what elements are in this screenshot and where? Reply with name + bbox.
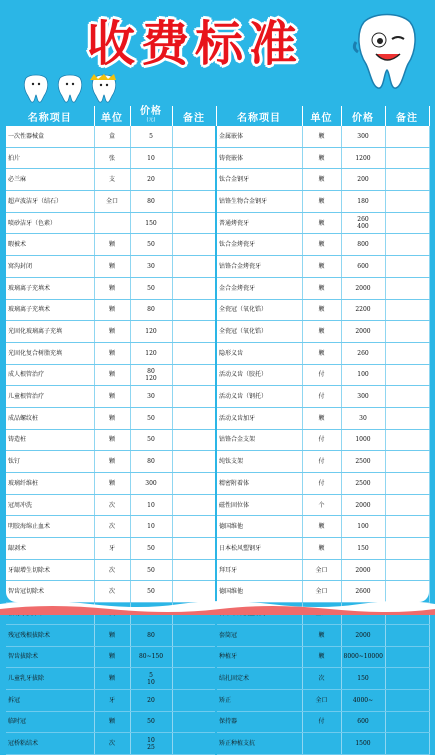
right-price-cell: 2200 xyxy=(341,299,385,321)
poster-title: 收费标准 xyxy=(86,15,303,72)
left-note-cell xyxy=(172,559,216,581)
left-price-cell: 30 xyxy=(130,256,172,278)
right-price-cell: 2500 xyxy=(341,473,385,495)
tooth-mascot-icon xyxy=(352,12,422,92)
right-name-cell: 精密附着体 xyxy=(216,473,302,495)
table-row xyxy=(6,473,429,495)
right-unit-cell: 颗 xyxy=(302,256,341,278)
right-unit-cell: 颗 xyxy=(302,646,341,668)
left-name-cell: 喷砂洁牙（色素） xyxy=(6,212,94,234)
table-row xyxy=(6,342,429,364)
left-price-cell: 80 xyxy=(130,451,172,473)
table-row xyxy=(6,191,429,213)
right-price-cell: 2000 xyxy=(341,494,385,516)
left-unit-cell: 颗 xyxy=(94,277,130,299)
right-price-cell: 30 xyxy=(341,407,385,429)
left-price-cell: 10 xyxy=(130,516,172,538)
left-unit-cell: 颗 xyxy=(94,646,130,668)
left-note-cell xyxy=(172,711,216,733)
right-price-cell: 300 xyxy=(341,126,385,147)
price-table xyxy=(6,106,430,755)
right-price-cell: 300 xyxy=(341,386,385,408)
right-note-cell xyxy=(385,364,429,386)
right-name-cell: 金属嵌体 xyxy=(216,126,302,147)
left-note-cell xyxy=(172,364,216,386)
header-note-right: 备注 xyxy=(385,106,429,126)
left-name-cell: 玻璃纤维桩 xyxy=(6,473,94,495)
right-note-cell xyxy=(385,277,429,299)
right-unit-cell: 颗 xyxy=(302,147,341,169)
left-unit-cell: 盒 xyxy=(94,126,130,147)
table-row xyxy=(6,689,429,711)
header-unit: 单位 xyxy=(94,106,130,126)
left-name-cell: 暇被术 xyxy=(6,234,94,256)
right-unit-cell: 颗 xyxy=(302,299,341,321)
right-unit-cell: 颗 xyxy=(302,212,341,234)
right-price-cell: 2000 xyxy=(341,277,385,299)
left-price-cell: 50 xyxy=(130,407,172,429)
left-price-cell: 120 xyxy=(130,321,172,343)
right-note-cell xyxy=(385,299,429,321)
left-name-cell: 窝沟封闭 xyxy=(6,256,94,278)
right-price-cell: 4000~ xyxy=(341,689,385,711)
right-name-cell: 种植牙 xyxy=(216,646,302,668)
left-price-cell: 300 xyxy=(130,473,172,495)
left-unit-cell: 颗 xyxy=(94,624,130,646)
left-unit-cell: 次 xyxy=(94,516,130,538)
table-body xyxy=(6,126,429,754)
right-name-cell: 矫正 xyxy=(216,689,302,711)
right-name-cell: 全瓷冠（氧化锆） xyxy=(216,321,302,343)
right-name-cell: 钛合金烤瓷牙 xyxy=(216,234,302,256)
left-name-cell: 智齿冠切除术 xyxy=(6,581,94,603)
right-price-cell: 150 xyxy=(341,538,385,560)
header-price-right: 价格 xyxy=(341,106,385,126)
left-unit-cell: 颗 xyxy=(94,256,130,278)
right-note-cell xyxy=(385,733,429,755)
right-price-cell: 1500 xyxy=(341,733,385,755)
left-price-cell: 50 xyxy=(130,234,172,256)
right-unit-cell: 颗 xyxy=(302,169,341,191)
right-unit-cell: 颗 xyxy=(302,277,341,299)
right-price-cell: 1000 xyxy=(341,429,385,451)
right-name-cell: 纯钛支架 xyxy=(216,451,302,473)
left-name-cell: 钛钉 xyxy=(6,451,94,473)
right-price-cell: 100 xyxy=(341,516,385,538)
left-name-cell: 临时冠 xyxy=(6,711,94,733)
right-unit-cell: 付 xyxy=(302,386,341,408)
right-note-cell xyxy=(385,516,429,538)
left-price-cell: 50 xyxy=(130,711,172,733)
right-unit-cell: 全口 xyxy=(302,581,341,603)
right-unit-cell: 颗 xyxy=(302,407,341,429)
table-row xyxy=(6,169,429,191)
right-note-cell xyxy=(385,429,429,451)
left-note-cell xyxy=(172,646,216,668)
left-note-cell xyxy=(172,624,216,646)
left-name-cell: 冠周冲洗 xyxy=(6,494,94,516)
right-name-cell: 磁性固位体 xyxy=(216,494,302,516)
left-price-cell: 50 xyxy=(130,581,172,603)
right-note-cell xyxy=(385,234,429,256)
header-price-label: 价格 xyxy=(140,106,162,117)
left-name-cell: 玻璃离子充填术 xyxy=(6,277,94,299)
table-row xyxy=(6,386,429,408)
right-note-cell xyxy=(385,256,429,278)
left-note-cell xyxy=(172,494,216,516)
right-note-cell xyxy=(385,407,429,429)
right-note-cell xyxy=(385,342,429,364)
left-name-cell: 拆冠 xyxy=(6,689,94,711)
right-note-cell xyxy=(385,711,429,733)
footer-wave-decoration xyxy=(0,598,435,615)
left-price-cell: 30 xyxy=(130,386,172,408)
left-name-cell: 龈剥术 xyxy=(6,538,94,560)
left-unit-cell xyxy=(94,212,130,234)
left-price-cell: 10 xyxy=(130,494,172,516)
header-name: 名称项目 xyxy=(6,106,94,126)
right-note-cell xyxy=(385,147,429,169)
left-unit-cell: 颗 xyxy=(94,451,130,473)
left-price-cell: 120 xyxy=(130,342,172,364)
right-name-cell: 金合金烤瓷牙 xyxy=(216,277,302,299)
left-note-cell xyxy=(172,277,216,299)
right-note-cell xyxy=(385,559,429,581)
price-table-board xyxy=(6,106,429,751)
left-price-cell: 50 xyxy=(130,429,172,451)
left-note-cell xyxy=(172,147,216,169)
right-price-cell: 260 400 xyxy=(341,212,385,234)
right-unit-cell: 全口 xyxy=(302,689,341,711)
right-note-cell xyxy=(385,212,429,234)
left-unit-cell: 颗 xyxy=(94,342,130,364)
left-price-cell: 80~150 xyxy=(130,646,172,668)
left-name-cell: 智齿拔除术 xyxy=(6,646,94,668)
left-note-cell xyxy=(172,473,216,495)
left-price-cell: 150 xyxy=(130,212,172,234)
left-name-cell: 一次性器械盒 xyxy=(6,126,94,147)
table-row xyxy=(6,147,429,169)
left-price-cell: 20 xyxy=(130,169,172,191)
left-note-cell xyxy=(172,451,216,473)
left-price-cell: 5 xyxy=(130,126,172,147)
left-name-cell: 光固化复合树脂充填 xyxy=(6,342,94,364)
header-price xyxy=(130,106,172,126)
table-row xyxy=(6,538,429,560)
left-price-cell: 80 xyxy=(130,191,172,213)
left-unit-cell: 牙 xyxy=(94,538,130,560)
left-note-cell xyxy=(172,342,216,364)
left-unit-cell: 牙 xyxy=(94,689,130,711)
right-unit-cell: 次 xyxy=(302,668,341,690)
header-note: 备注 xyxy=(172,106,216,126)
header-price-unit: (元) xyxy=(146,117,156,123)
right-note-cell xyxy=(385,538,429,560)
right-unit-cell: 付 xyxy=(302,364,341,386)
left-unit-cell: 颗 xyxy=(94,711,130,733)
left-price-cell: 80 xyxy=(130,299,172,321)
table-row xyxy=(6,646,429,668)
table-row xyxy=(6,321,429,343)
right-price-cell: 200 xyxy=(341,169,385,191)
left-note-cell xyxy=(172,407,216,429)
left-note-cell xyxy=(172,538,216,560)
left-note-cell xyxy=(172,126,216,147)
left-price-cell: 50 xyxy=(130,277,172,299)
left-name-cell: 超声波洁牙（结石） xyxy=(6,191,94,213)
left-price-cell: 50 xyxy=(130,538,172,560)
right-name-cell: 钴铬生物合金钢牙 xyxy=(216,191,302,213)
right-unit-cell: 颗 xyxy=(302,321,341,343)
left-note-cell xyxy=(172,169,216,191)
left-unit-cell: 张 xyxy=(94,147,130,169)
left-unit-cell: 全口 xyxy=(94,191,130,213)
table-row xyxy=(6,126,429,147)
left-note-cell xyxy=(172,256,216,278)
right-unit-cell: 付 xyxy=(302,711,341,733)
right-price-cell: 2000 xyxy=(341,559,385,581)
left-name-cell: 玻璃离子充填术 xyxy=(6,299,94,321)
right-note-cell xyxy=(385,321,429,343)
left-unit-cell: 颗 xyxy=(94,364,130,386)
left-unit-cell: 颗 xyxy=(94,386,130,408)
table-row xyxy=(6,711,429,733)
right-unit-cell: 颗 xyxy=(302,126,341,147)
left-price-cell: 10 xyxy=(130,147,172,169)
left-unit-cell: 颗 xyxy=(94,321,130,343)
table-row xyxy=(6,733,429,755)
header-name-right: 名称项目 xyxy=(216,106,302,126)
small-teeth-icons xyxy=(20,74,140,104)
right-price-cell: 800 xyxy=(341,234,385,256)
left-unit-cell: 颗 xyxy=(94,407,130,429)
table-row xyxy=(6,234,429,256)
left-note-cell xyxy=(172,386,216,408)
right-unit-cell: 颗 xyxy=(302,234,341,256)
right-unit-cell xyxy=(302,733,341,755)
right-price-cell: 600 xyxy=(341,711,385,733)
right-unit-cell: 颗 xyxy=(302,516,341,538)
right-note-cell xyxy=(385,126,429,147)
right-unit-cell: 颗 xyxy=(302,538,341,560)
table-row xyxy=(6,429,429,451)
left-unit-cell: 颗 xyxy=(94,429,130,451)
right-unit-cell: 付 xyxy=(302,451,341,473)
right-name-cell: 全瓷冠（氧化锆） xyxy=(216,299,302,321)
left-unit-cell: 次 xyxy=(94,581,130,603)
left-name-cell: 明胶海绵止血术 xyxy=(6,516,94,538)
table-row xyxy=(6,624,429,646)
right-name-cell: 活动义齿加牙 xyxy=(216,407,302,429)
table-row xyxy=(6,364,429,386)
right-price-cell: 150 xyxy=(341,668,385,690)
table-row xyxy=(6,516,429,538)
left-price-cell: 10 25 xyxy=(130,733,172,755)
right-price-cell: 260 xyxy=(341,342,385,364)
table-row xyxy=(6,212,429,234)
left-unit-cell: 次 xyxy=(94,559,130,581)
right-name-cell: 隐形义齿 xyxy=(216,342,302,364)
right-price-cell: 100 xyxy=(341,364,385,386)
right-note-cell xyxy=(385,473,429,495)
left-note-cell xyxy=(172,429,216,451)
table-row xyxy=(6,277,429,299)
left-unit-cell: 颗 xyxy=(94,299,130,321)
right-price-cell: 1200 xyxy=(341,147,385,169)
right-note-cell xyxy=(385,386,429,408)
right-price-cell: 2600 xyxy=(341,581,385,603)
left-price-cell: 50 xyxy=(130,559,172,581)
right-price-cell: 8000~10000 xyxy=(341,646,385,668)
right-name-cell: 套筒冠 xyxy=(216,624,302,646)
left-note-cell xyxy=(172,733,216,755)
right-name-cell: 德国维他 xyxy=(216,516,302,538)
left-note-cell xyxy=(172,689,216,711)
right-note-cell xyxy=(385,646,429,668)
right-note-cell xyxy=(385,451,429,473)
table-row xyxy=(6,559,429,581)
left-note-cell xyxy=(172,299,216,321)
left-name-cell: 儿童根管治疗 xyxy=(6,386,94,408)
left-note-cell xyxy=(172,212,216,234)
right-price-cell: 180 xyxy=(341,191,385,213)
right-name-cell: 活动义齿（钢托） xyxy=(216,386,302,408)
left-name-cell: 冠桥粘结术 xyxy=(6,733,94,755)
left-note-cell xyxy=(172,516,216,538)
left-name-cell: 拍片 xyxy=(6,147,94,169)
right-unit-cell: 全口 xyxy=(302,559,341,581)
right-unit-cell: 个 xyxy=(302,494,341,516)
header-unit-right: 单位 xyxy=(302,106,341,126)
right-note-cell xyxy=(385,191,429,213)
left-note-cell xyxy=(172,191,216,213)
right-name-cell: 保持器 xyxy=(216,711,302,733)
right-name-cell: 钴铬合金支架 xyxy=(216,429,302,451)
left-name-cell: 残冠残根拔除术 xyxy=(6,624,94,646)
right-unit-cell: 颗 xyxy=(302,191,341,213)
right-name-cell: 活动义齿（胶托） xyxy=(216,364,302,386)
table-row xyxy=(6,668,429,690)
right-note-cell xyxy=(385,689,429,711)
table-row xyxy=(6,407,429,429)
right-price-cell: 2000 xyxy=(341,321,385,343)
left-name-cell: 成人根管治疗 xyxy=(6,364,94,386)
left-name-cell: 儿童乳牙拔除 xyxy=(6,668,94,690)
right-unit-cell: 颗 xyxy=(302,342,341,364)
right-note-cell xyxy=(385,668,429,690)
left-name-cell: 牙龈增生切除术 xyxy=(6,559,94,581)
left-name-cell: 铸造桩 xyxy=(6,429,94,451)
left-unit-cell: 次 xyxy=(94,733,130,755)
left-note-cell xyxy=(172,668,216,690)
table-row xyxy=(6,256,429,278)
right-name-cell: 钛合金钢牙 xyxy=(216,169,302,191)
left-name-cell: 成品螺纹桩 xyxy=(6,407,94,429)
left-price-cell: 80 xyxy=(130,624,172,646)
right-unit-cell: 颗 xyxy=(302,624,341,646)
left-price-cell: 20 xyxy=(130,689,172,711)
right-name-cell: 德国维他 xyxy=(216,581,302,603)
right-note-cell xyxy=(385,624,429,646)
left-note-cell xyxy=(172,234,216,256)
right-price-cell: 2000 xyxy=(341,624,385,646)
right-unit-cell: 付 xyxy=(302,473,341,495)
right-name-cell: 矫正种植支抗 xyxy=(216,733,302,755)
table-row xyxy=(6,299,429,321)
right-name-cell: 普通烤瓷牙 xyxy=(216,212,302,234)
left-note-cell xyxy=(172,321,216,343)
right-name-cell: 日本松风塑钢牙 xyxy=(216,538,302,560)
table-row xyxy=(6,494,429,516)
left-unit-cell: 颗 xyxy=(94,473,130,495)
left-unit-cell: 颗 xyxy=(94,668,130,690)
left-name-cell: 必兰麻 xyxy=(6,169,94,191)
table-header-row xyxy=(6,106,429,126)
left-name-cell: 光固化玻璃离子充填 xyxy=(6,321,94,343)
right-name-cell: 钴铬合金烤瓷牙 xyxy=(216,256,302,278)
right-note-cell xyxy=(385,494,429,516)
right-note-cell xyxy=(385,169,429,191)
left-unit-cell: 颗 xyxy=(94,234,130,256)
table-row xyxy=(6,451,429,473)
right-unit-cell: 付 xyxy=(302,429,341,451)
right-name-cell: 结扎固定术 xyxy=(216,668,302,690)
left-unit-cell: 次 xyxy=(94,494,130,516)
right-name-cell: 拜耳牙 xyxy=(216,559,302,581)
right-price-cell: 600 xyxy=(341,256,385,278)
right-price-cell: 2500 xyxy=(341,451,385,473)
left-price-cell: 5 10 xyxy=(130,668,172,690)
left-unit-cell: 支 xyxy=(94,169,130,191)
right-name-cell: 铸瓷嵌体 xyxy=(216,147,302,169)
left-price-cell: 80 120 xyxy=(130,364,172,386)
